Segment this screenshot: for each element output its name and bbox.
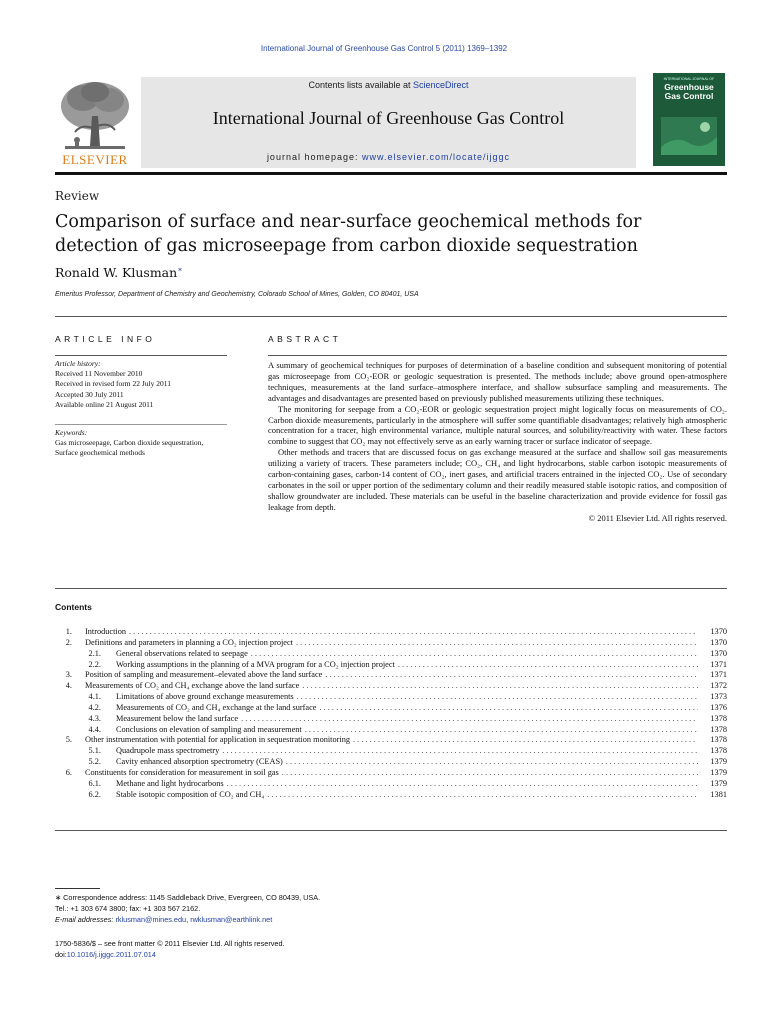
tree-logo-icon (55, 76, 135, 154)
toc-entry-number: 4.4. (88, 724, 101, 734)
cover-title-line-1: Greenhouse (664, 82, 714, 92)
email-label: E-mail addresses: (55, 915, 116, 924)
header-rule (55, 172, 727, 175)
keywords-list: Gas microseepage, Carbon dioxide sequestration, Surface geochemical methods (55, 438, 204, 458)
contents-heading: Contents (55, 602, 92, 612)
toc-leader-dots (398, 660, 698, 671)
toc-leader-dots (282, 768, 698, 779)
toc-entry[interactable] (55, 627, 727, 638)
toc-entry-page: 1379 (710, 778, 727, 788)
toc-entry-title[interactable]: Quadrupole mass spectrometry (116, 746, 220, 756)
toc-entry-page: 1370 (710, 637, 727, 647)
toc-entry-number: 5. (65, 735, 72, 745)
email-link-1[interactable]: rklusman@mines.edu (115, 915, 187, 924)
toc-entry-title[interactable]: Definitions and parameters in planning a CO₂ injection project (85, 637, 293, 647)
journal-cover-thumbnail[interactable] (653, 73, 725, 166)
toc-entry[interactable] (55, 725, 727, 736)
section-divider (55, 316, 727, 317)
toc-entry-number: 4.2. (88, 702, 101, 712)
history-online: Available online 21 August 2011 (55, 399, 154, 409)
toc-entry-title[interactable]: Conclusions on elevation of sampling and measurement (116, 724, 302, 734)
toc-leader-dots (227, 779, 698, 790)
toc-leader-dots (302, 681, 698, 692)
toc-leader-dots (296, 638, 698, 649)
keywords-block (55, 428, 227, 459)
toc-entry-title[interactable]: Methane and light hydrocarbons (116, 778, 224, 788)
toc-entry[interactable] (55, 757, 727, 768)
toc-entry-number: 4.1. (88, 692, 101, 702)
toc-entry-title[interactable]: Constituents for consideration for measurement in soil gas (85, 767, 279, 777)
toc-entry[interactable] (55, 703, 727, 714)
article-history (55, 359, 227, 410)
toc-entry-page: 1372 (710, 681, 727, 691)
toc-entry-number: 1. (65, 627, 72, 636)
article-info-rule (55, 355, 227, 356)
abstract-paragraph-3: Other methods and tracers that are discussed focus on gas exchange measured at the surface and shallow soil gas measurements utilizing a variety of tracers. These parameters include; CO₂, CH₄ and light hydrocarbons, stable carbon isotopic measurements of carbon-containing gases, carbon-14 content of CO₂, inert gases, and artificial tracers entrained in the injected CO₂. Use of secondary carbonates in the soil or upper portion of the sedimentary column and their readily measured stable isotopic ratios, and composition of shallow groundwater are included. These materials can be useful in the baseline characterization and provide evidence for fossil gas leakage from depth. (268, 447, 727, 512)
toc-entry-number: 4.3. (88, 713, 101, 723)
contents-top-rule (55, 588, 727, 589)
history-label: Article history: (55, 359, 101, 368)
doi-label: doi: (55, 950, 67, 959)
contact-phone-fax: Tel.: +1 303 674 3800; fax: +1 303 567 2162. (55, 904, 201, 913)
contents-bottom-rule (55, 830, 727, 831)
journal-masthead (55, 68, 727, 170)
toc-entry-page: 1379 (710, 757, 727, 767)
toc-entry[interactable] (55, 779, 727, 790)
article-title: Comparison of surface and near-surface geochemical methods for detection of gas microseepage from carbon dioxide sequestration (55, 212, 642, 256)
author-affiliation: Emeritus Professor, Department of Chemistry and Geochemistry, Colorado School of Mines, Golden, CO 80401, USA (55, 291, 419, 298)
doi-line (55, 949, 727, 960)
toc-entry-title[interactable]: Cavity enhanced absorption spectrometry (CEAS) (116, 757, 283, 767)
toc-entry[interactable] (55, 681, 727, 692)
toc-entry-page: 1370 (710, 648, 727, 658)
correspondence-footnote (55, 892, 727, 925)
toc-leader-dots (305, 725, 698, 736)
contents-availability (141, 80, 636, 90)
table-of-contents (55, 627, 727, 801)
toc-entry-title[interactable]: Measurements of CO₂ and CH₄ exchange at the land surface (116, 702, 317, 712)
toc-entry-title[interactable]: Position of sampling and measurement–elevated above the land surface (85, 670, 323, 680)
toc-leader-dots (267, 790, 698, 801)
toc-entry[interactable] (55, 670, 727, 681)
sciencedirect-link[interactable]: ScienceDirect (413, 80, 469, 90)
toc-entry-title[interactable]: Limitations of above ground exchange measurements (116, 692, 294, 702)
cover-title-line-2: Gas Control (664, 90, 714, 101)
toc-entry[interactable] (55, 649, 727, 660)
toc-entry[interactable] (55, 790, 727, 801)
toc-entry-page: 1371 (710, 670, 727, 680)
email-link-2[interactable]: rwklusman@earthlink.net (190, 915, 273, 924)
toc-leader-dots (286, 757, 698, 768)
toc-entry-number: 2. (65, 637, 72, 647)
toc-leader-dots (222, 746, 698, 757)
front-matter (55, 938, 727, 960)
toc-entry-number: 2.1. (88, 648, 101, 658)
article-type: Review (55, 189, 100, 203)
cover-title (657, 83, 721, 101)
toc-entry[interactable] (55, 746, 727, 757)
abstract-rule (268, 355, 727, 356)
author-name[interactable]: Ronald W. Klusman (55, 265, 178, 281)
toc-leader-dots (241, 714, 698, 725)
toc-entry-number: 6.1. (88, 778, 101, 788)
toc-entry-page: 1373 (710, 692, 727, 702)
toc-entry[interactable] (55, 735, 727, 746)
toc-entry-number: 6.2. (88, 789, 101, 799)
article-info-heading: ARTICLE INFO (55, 334, 156, 344)
toc-entry-page: 1381 (710, 789, 727, 799)
toc-entry-title[interactable]: Stable isotopic composition of CO₂ and CH₄ (116, 789, 265, 799)
toc-leader-dots (353, 735, 698, 746)
toc-entry-number: 5.1. (88, 746, 101, 756)
abstract-paragraph-2: The monitoring for seepage from a CO₂-EOR or geologic sequestration project might logically focus on measurements of CO₂. Carbon dioxide measurements, particularly in the atmosphere will suffer some quantifiable disadvantages; relatively high atmospheric concentration for a tracer, high environmental variance, multiple natural sources, and solubility/reactivity with water. These factors combine to suggest that CO₂ may not effectively serve as an early warning tracer or surface indicator of seepage. (268, 403, 727, 447)
keywords-label: Keywords: (55, 428, 88, 437)
toc-entry-page: 1378 (710, 746, 727, 756)
toc-entry-number: 3. (65, 670, 72, 680)
toc-entry-title[interactable]: Introduction (85, 627, 127, 636)
contents-prefix: Contents lists available at (308, 80, 414, 90)
toc-leader-dots (325, 670, 698, 681)
toc-entry-number: 4. (65, 681, 72, 691)
homepage-prefix: journal homepage: (266, 152, 362, 162)
footnote-rule (55, 888, 100, 889)
toc-leader-dots (251, 649, 698, 660)
toc-entry-page: 1378 (710, 713, 727, 723)
keywords-rule (55, 424, 227, 425)
toc-entry[interactable] (55, 692, 727, 703)
toc-leader-dots (129, 627, 698, 638)
homepage-link[interactable]: www.elsevier.com/locate/ijggc (362, 152, 511, 162)
toc-entry-title[interactable]: Measurement below the land surface (116, 713, 239, 723)
toc-leader-dots (319, 703, 698, 714)
cover-image-icon (661, 117, 717, 155)
abstract-paragraph-1: A summary of geochemical techniques for purposes of determination of a baseline condition and subsequent monitoring of potential gas microseepage from CO₂-EOR or geologic sequestration is presented. The methods include; above ground open-atmosphere techniques, measurements at the land surface–atmosphere interface, and shallow subsurface sampling and measurements. The advantages and disadvantages are presented based on previously published measurements utilizing these techniques. (268, 360, 727, 403)
toc-entry-number: 5.2. (88, 757, 101, 767)
contact-emails (55, 914, 727, 925)
toc-entry[interactable] (55, 768, 727, 779)
abstract-heading: ABSTRACT (268, 334, 342, 344)
author-line (55, 265, 183, 280)
toc-entry-title[interactable]: General observations related to seepage (116, 648, 248, 658)
history-accepted: Accepted 30 July 2011 (55, 389, 124, 399)
toc-entry[interactable] (55, 638, 727, 649)
toc-entry[interactable] (55, 714, 727, 725)
toc-entry-page: 1370 (710, 627, 727, 636)
abstract-copyright: © 2011 Elsevier Ltd. All rights reserved. (588, 512, 727, 523)
toc-entry-number: 2.2. (88, 659, 101, 669)
toc-leader-dots (297, 692, 698, 703)
publisher-logo-text[interactable]: ELSEVIER (62, 152, 128, 167)
issn-line: 1750-5836/$ – see front matter © 2011 Elsevier Ltd. All rights reserved. (55, 939, 285, 948)
journal-citation[interactable]: International Journal of Greenhouse Gas Control 5 (2011) 1369–1392 (260, 44, 508, 53)
toc-entry[interactable] (55, 660, 727, 671)
toc-entry-page: 1376 (710, 702, 727, 712)
toc-entry-title[interactable]: Measurements of CO₂ and CH₄ exchange above the land surface (85, 681, 300, 691)
journal-homepage (141, 152, 636, 162)
journal-title: International Journal of Greenhouse Gas Control (212, 108, 565, 128)
toc-entry-number: 6. (65, 767, 72, 777)
history-revised: Received in revised form 22 July 2011 (55, 379, 171, 389)
toc-entry-page: 1379 (710, 767, 727, 777)
doi-link[interactable]: 10.1016/j.ijggc.2011.07.014 (66, 950, 156, 959)
correspondence-address: ∗ Correspondence address: 1145 Saddleback Drive, Evergreen, CO 80439, USA. (55, 893, 321, 902)
abstract-body (268, 360, 727, 524)
toc-entry-page: 1378 (710, 735, 727, 745)
toc-entry-page: 1371 (710, 659, 727, 669)
corresponding-author-mark[interactable]: ∗ (177, 265, 183, 274)
toc-entry-title[interactable]: Other instrumentation with potential for application in sequestration monitoring (85, 735, 350, 745)
email-separator: , (186, 915, 191, 924)
toc-entry-title[interactable]: Working assumptions in the planning of a MVA program for a CO₂ injection project (116, 659, 395, 669)
toc-entry-page: 1378 (710, 724, 727, 734)
history-received: Received 11 November 2010 (55, 369, 143, 379)
cover-kicker: INTERNATIONAL JOURNAL OF (663, 77, 715, 81)
